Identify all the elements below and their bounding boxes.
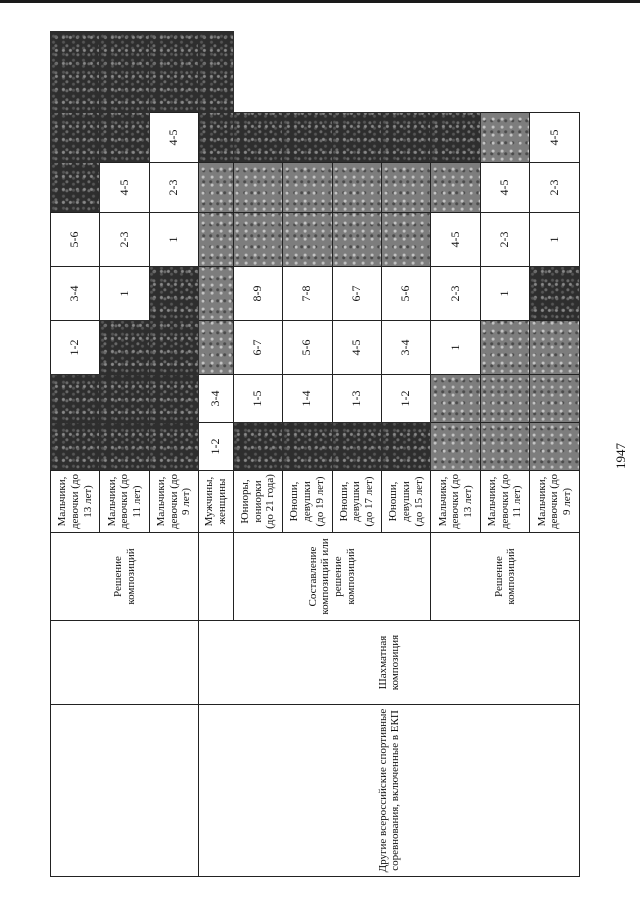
value-cell: 1 [149, 213, 198, 267]
group-cell: Юноши, девушки (до 17 лет) [332, 471, 381, 533]
shaded-cell [431, 163, 480, 213]
task-solving-cell: Решение композиций [431, 533, 580, 621]
shaded-cell [100, 375, 149, 423]
value-cell: 4-5 [149, 113, 198, 163]
empty-cell [51, 705, 199, 877]
value-cell: 2-3 [100, 213, 149, 267]
value-cell: 2-3 [149, 163, 198, 213]
value-cell: 4-5 [332, 321, 381, 375]
value-cell: 2-3 [530, 163, 580, 213]
shaded-cell [100, 113, 149, 163]
value-cell: 4-5 [530, 113, 580, 163]
shaded-cell [51, 375, 100, 423]
scan-edge [0, 0, 640, 3]
shaded-cell [431, 113, 480, 163]
group-cell: Мальчики, девочки (до 9 лет) [530, 471, 580, 533]
shaded-cell [149, 423, 198, 471]
value-cell: 1-2 [51, 321, 100, 375]
shaded-cell [100, 32, 149, 113]
value-cell: 5-6 [382, 267, 431, 321]
empty-cell [199, 533, 233, 621]
shaded-cell [149, 267, 198, 321]
task-composing-cell: Составление композиций или решение композиций [233, 533, 431, 621]
shaded-cell [382, 113, 431, 163]
table-row [199, 32, 233, 877]
shaded-cell [199, 113, 233, 163]
shaded-cell [233, 163, 282, 213]
shaded-cell [51, 113, 100, 163]
shaded-cell [480, 375, 529, 423]
value-cell: 4-5 [100, 163, 149, 213]
shaded-cell [199, 321, 233, 375]
table-row [51, 32, 100, 877]
shaded-cell [283, 423, 332, 471]
group-cell: Мальчики, девочки (до 9 лет) [149, 471, 198, 533]
group-cell: Мальчики, девочки (до 13 лет) [51, 471, 100, 533]
category-cell: Другие всероссийские спортивные соревнования, включенные в ЕКП [199, 705, 580, 877]
shaded-cell [283, 213, 332, 267]
group-cell: Юноши, девушки (до 15 лет) [382, 471, 431, 533]
shaded-cell [431, 423, 480, 471]
group-cell: Мальчики, девочки (до 11 лет) [100, 471, 149, 533]
value-cell: 3-4 [51, 267, 100, 321]
shaded-cell [233, 423, 282, 471]
value-cell: 1-2 [199, 423, 233, 471]
shaded-cell [283, 113, 332, 163]
value-cell: 1 [100, 267, 149, 321]
value-cell: 1-2 [382, 375, 431, 423]
value-cell: 1 [431, 321, 480, 375]
value-cell: 3-4 [199, 375, 233, 423]
value-cell: 1-4 [283, 375, 332, 423]
shaded-cell [530, 321, 580, 375]
group-cell: Мальчики, девочки (до 13 лет) [431, 471, 480, 533]
shaded-cell [233, 113, 282, 163]
value-cell: 3-4 [382, 321, 431, 375]
shaded-cell [149, 32, 198, 113]
shaded-cell [431, 375, 480, 423]
shaded-cell [480, 321, 529, 375]
discipline-cell: Шахматная композиция [199, 621, 580, 705]
shaded-cell [480, 423, 529, 471]
sports-ranks-table [50, 31, 580, 877]
shaded-cell [530, 267, 580, 321]
value-cell: 2-3 [480, 213, 529, 267]
value-cell: 1-5 [233, 375, 282, 423]
task-solving-cell: Решение композиций [51, 533, 199, 621]
group-cell: Мужчины, женщины [199, 471, 233, 533]
shaded-cell [332, 163, 381, 213]
value-cell: 7-8 [283, 267, 332, 321]
shaded-cell [199, 267, 233, 321]
rotated-sheet [50, 32, 580, 877]
value-cell: 5-6 [283, 321, 332, 375]
shaded-cell [332, 423, 381, 471]
shaded-cell [149, 321, 198, 375]
value-cell: 6-7 [332, 267, 381, 321]
shaded-cell [382, 213, 431, 267]
value-cell: 1 [480, 267, 529, 321]
value-cell: 4-5 [480, 163, 529, 213]
shaded-cell [332, 113, 381, 163]
shaded-cell [100, 321, 149, 375]
shaded-cell [530, 423, 580, 471]
shaded-cell [332, 213, 381, 267]
value-cell: 6-7 [233, 321, 282, 375]
shaded-cell [233, 213, 282, 267]
value-cell: 8-9 [233, 267, 282, 321]
page-number: 1947 [612, 442, 628, 469]
shaded-cell [382, 423, 431, 471]
shaded-cell [199, 213, 233, 267]
value-cell: 1-3 [332, 375, 381, 423]
value-cell: 1 [530, 213, 580, 267]
shaded-cell [382, 163, 431, 213]
value-cell: 2-3 [431, 267, 480, 321]
shaded-cell [100, 423, 149, 471]
shaded-cell [149, 375, 198, 423]
shaded-cell [199, 163, 233, 213]
group-cell: Мальчики, девочки (до 11 лет) [480, 471, 529, 533]
shaded-cell [51, 163, 100, 213]
shaded-cell [530, 375, 580, 423]
shaded-cell [480, 113, 529, 163]
group-cell: Юноши, девушки (до 19 лет) [283, 471, 332, 533]
value-cell: 4-5 [431, 213, 480, 267]
group-cell: Юниоры, юниорки (до 21 года) [233, 471, 282, 533]
shaded-cell [51, 423, 100, 471]
shaded-cell [199, 32, 233, 113]
value-cell: 5-6 [51, 213, 100, 267]
shaded-cell [283, 163, 332, 213]
shaded-cell [51, 32, 100, 113]
empty-cell [51, 621, 199, 705]
